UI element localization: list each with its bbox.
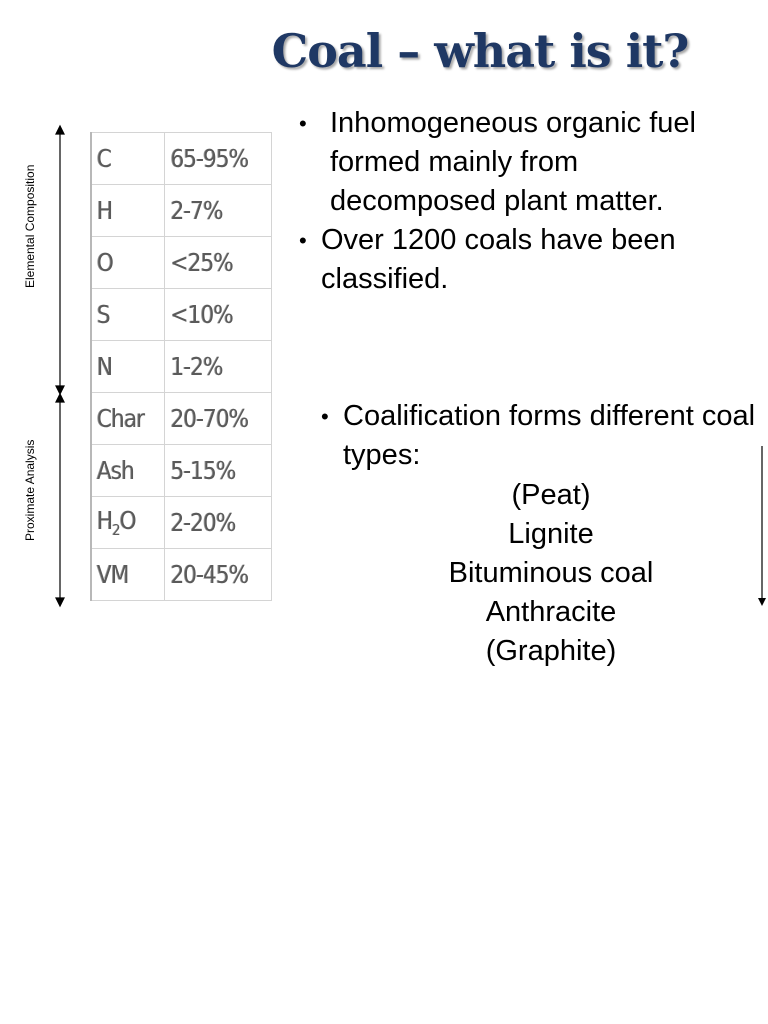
proximate-analysis-label: Proximate Analysis [23, 439, 37, 541]
row-key: Ash [91, 445, 154, 497]
coal-type-item: (Peat) [511, 479, 591, 511]
table-row [91, 289, 272, 341]
elemental-arrow-head-up [56, 126, 64, 134]
row-key: S [91, 289, 154, 341]
coal-type-item: Anthracite [485, 596, 617, 628]
table-row [91, 185, 272, 237]
composition-table [90, 132, 272, 601]
table-row [91, 237, 272, 289]
table-row [91, 445, 272, 497]
bullet-item: • Over 1200 coals have been classified. [299, 221, 729, 299]
row-key [91, 497, 154, 549]
proximate-arrow-head-up [56, 394, 64, 402]
table-row [91, 393, 272, 445]
coalification-arrow-head [758, 598, 766, 606]
row-value: <10% [165, 289, 257, 341]
table-row [91, 497, 272, 549]
table-row [91, 549, 272, 601]
bullet-list-coalification [321, 397, 768, 475]
coal-type-item: (Graphite) [485, 635, 617, 667]
table-row [91, 341, 272, 393]
row-key: C [91, 133, 154, 185]
row-value: 20-45% [165, 549, 257, 601]
row-key: H [91, 185, 154, 237]
proximate-arrow-head-down [56, 598, 64, 606]
coalification-arrow [755, 446, 768, 608]
row-key: VM [91, 549, 154, 601]
row-key-main: H [97, 506, 113, 535]
row-key-subscript: 2 [112, 521, 120, 539]
row-key: O [91, 237, 154, 289]
row-value: <25% [165, 237, 257, 289]
range-arrows [50, 126, 70, 608]
row-value: 2-7% [165, 185, 257, 237]
row-value: 1-2% [165, 341, 257, 393]
bullet-item: • Coalification forms different coal types: [321, 397, 768, 475]
coal-type-item: Lignite [508, 518, 594, 550]
bullet-item: • Inhomogeneous organic fuel formed mainly from decomposed plant matter. [299, 104, 729, 221]
row-key: N [91, 341, 154, 393]
row-key-tail: O [119, 506, 136, 535]
slide-title: Coal – what is it? [271, 24, 689, 78]
elemental-composition-label: Elemental Composition [23, 164, 37, 288]
row-value: 2-20% [165, 497, 257, 549]
table-row [91, 133, 272, 185]
row-value: 5-15% [165, 445, 257, 497]
row-value: 65-95% [165, 133, 257, 185]
bullet-list-main [299, 104, 729, 299]
coal-types-list [420, 476, 682, 671]
coal-type-item: Bituminous coal [448, 557, 654, 589]
row-value: 20-70% [165, 393, 257, 445]
row-key: Char [91, 393, 154, 445]
